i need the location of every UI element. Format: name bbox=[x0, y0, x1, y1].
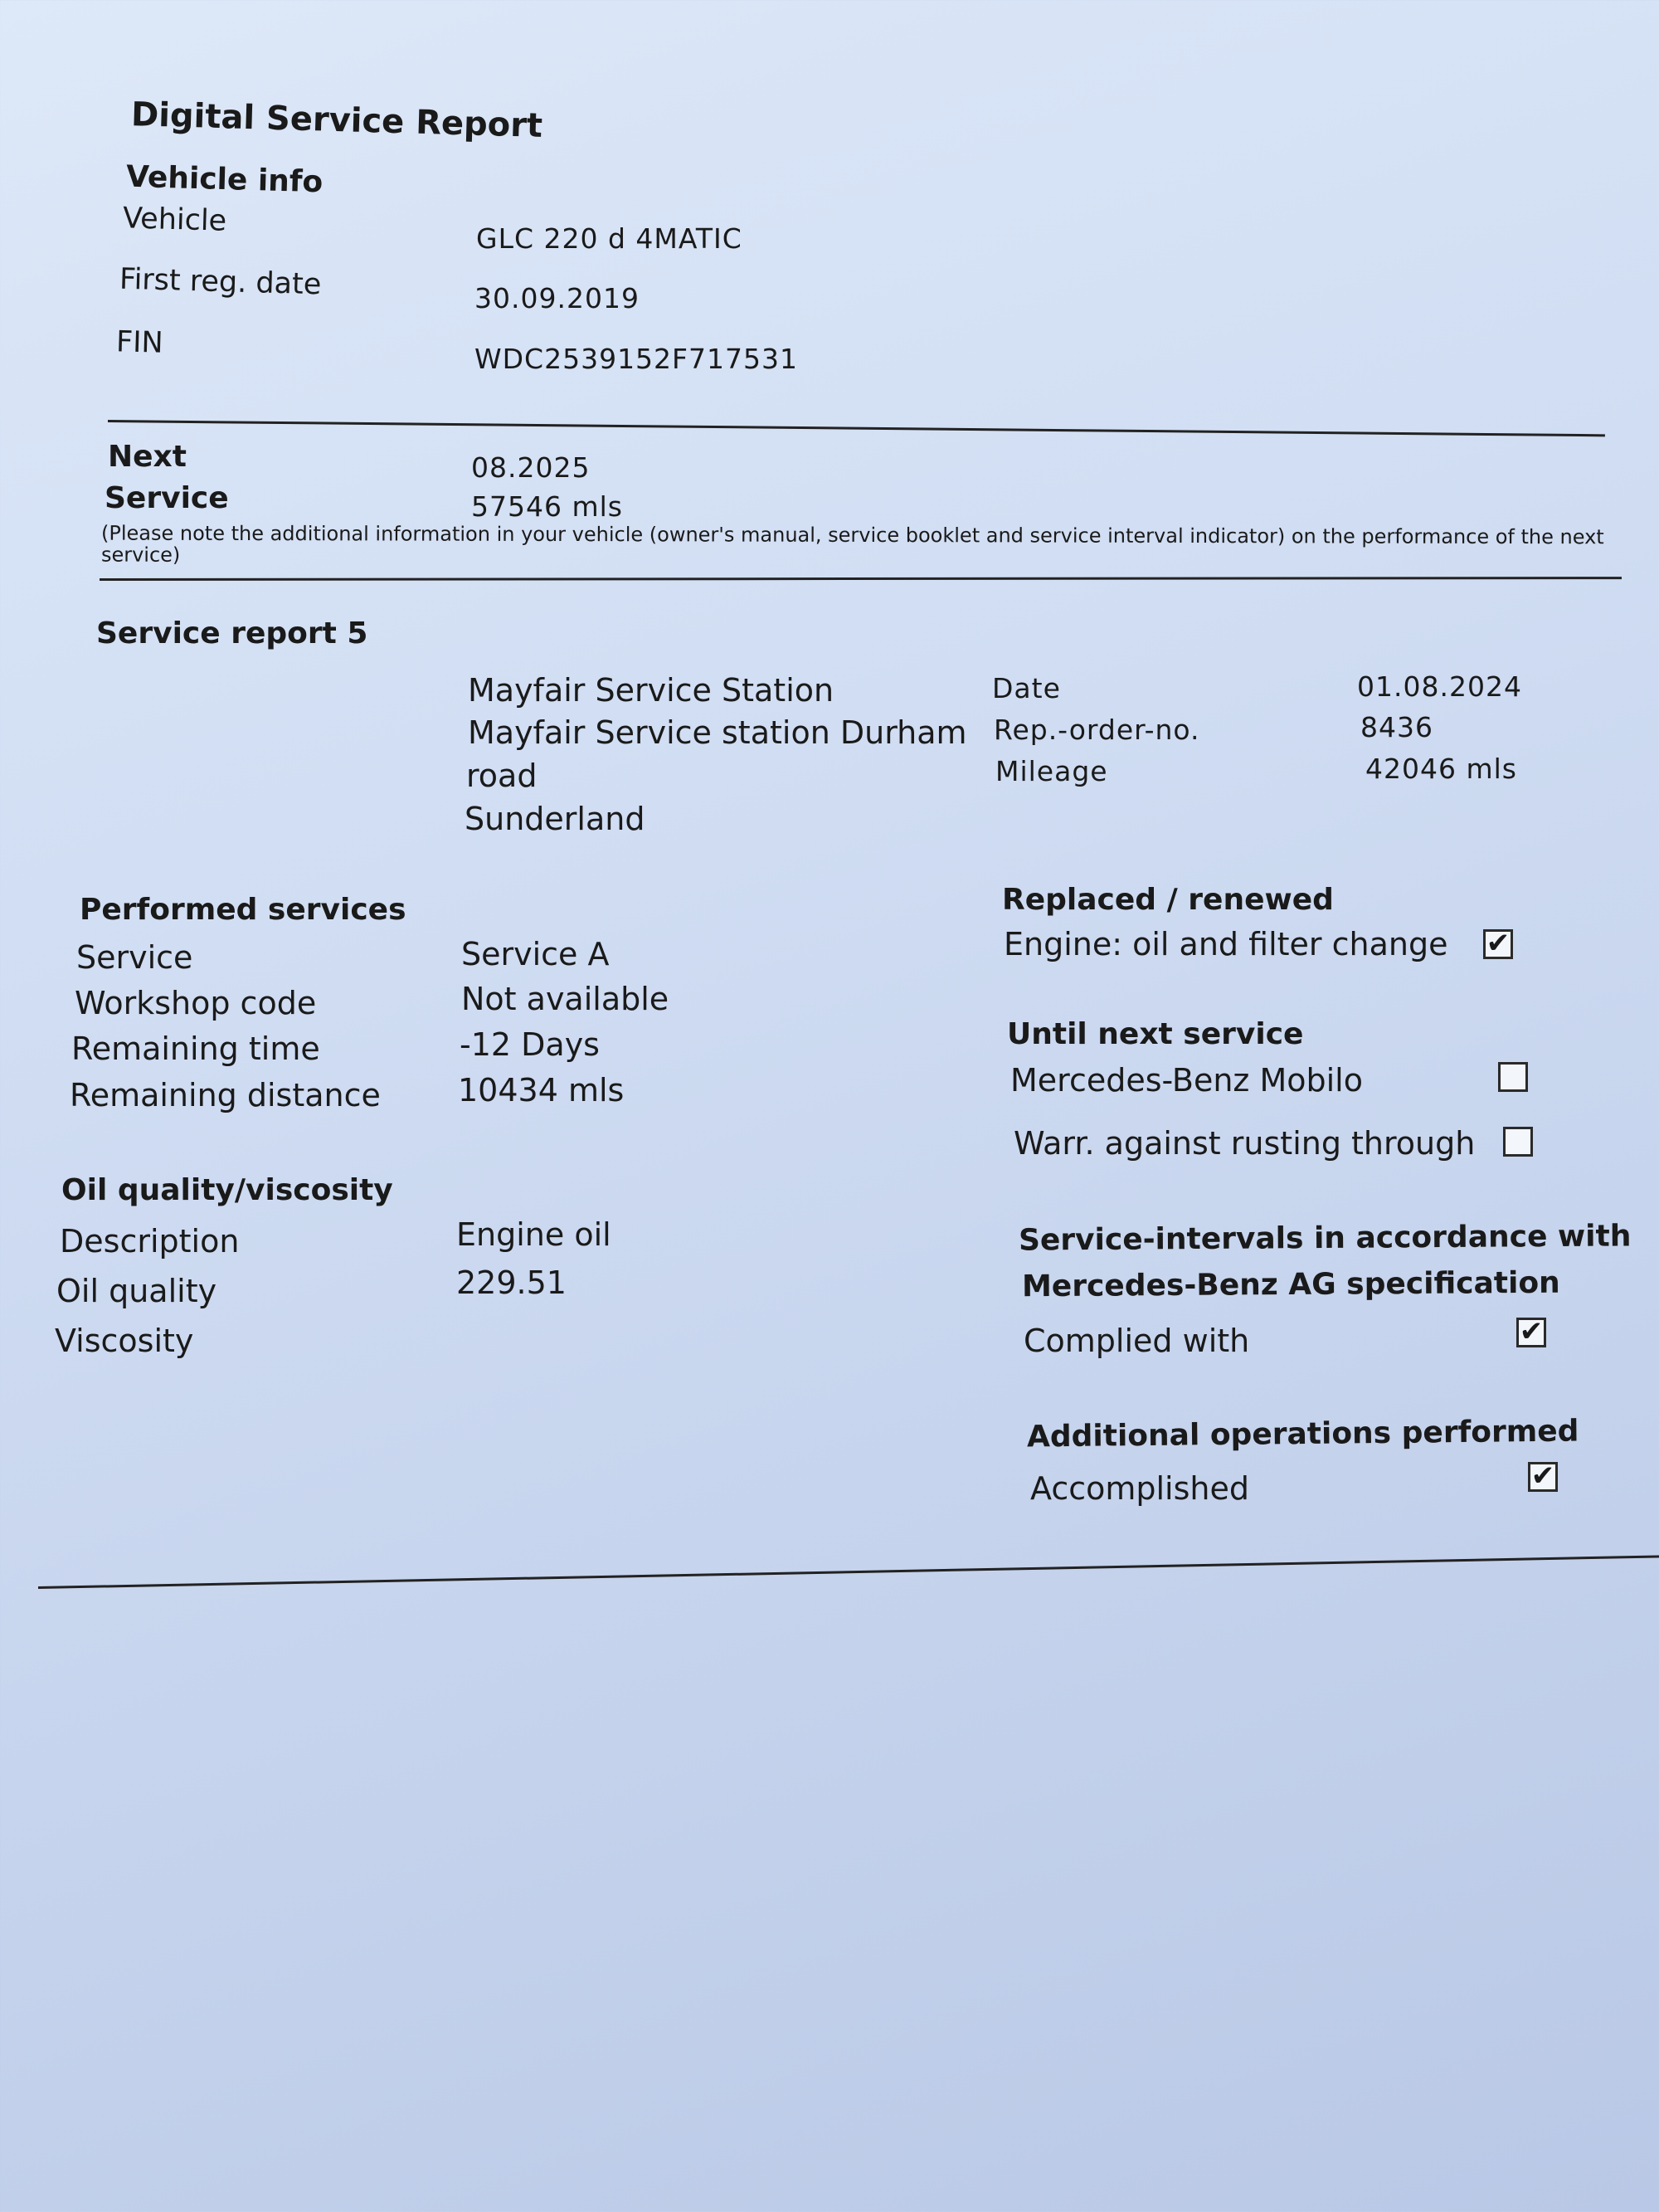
intervals-heading-line2: Mercedes-Benz AG specification bbox=[1021, 1265, 1560, 1304]
address-line-1: Mayfair Service Station bbox=[468, 672, 834, 709]
viscosity-label: Viscosity bbox=[55, 1323, 194, 1359]
intervals-heading-line1: Service-intervals in accordance with bbox=[1018, 1219, 1632, 1258]
date-label: Date bbox=[992, 672, 1061, 704]
accomplished-label: Accomplished bbox=[1030, 1470, 1249, 1507]
complied-with-checkbox[interactable]: ✔ bbox=[1516, 1318, 1546, 1347]
oil-description-label: Description bbox=[60, 1223, 240, 1259]
rust-warranty-label: Warr. against rusting through bbox=[1014, 1125, 1476, 1162]
rep-order-value: 8436 bbox=[1360, 711, 1433, 743]
next-service-note: (Please note the additional information in your vehicle (owner's manual, service booklet and service interval indicator) on the performance of the next service) bbox=[100, 521, 1604, 567]
accomplished-checkbox[interactable]: ✔ bbox=[1528, 1462, 1558, 1492]
oil-heading: Oil quality/viscosity bbox=[61, 1173, 393, 1207]
complied-with-label: Complied with bbox=[1024, 1323, 1250, 1359]
page-title: Digital Service Report bbox=[130, 95, 543, 145]
divider-middle bbox=[100, 577, 1622, 581]
vehicle-label: Vehicle bbox=[122, 202, 227, 238]
address-line-3: road bbox=[466, 758, 538, 794]
divider-bottom bbox=[38, 1555, 1659, 1589]
vehicle-value: GLC 220 d 4MATIC bbox=[476, 222, 742, 255]
mileage-label: Mileage bbox=[995, 755, 1108, 787]
service-label: Service bbox=[105, 481, 229, 515]
service-row-value: Service A bbox=[461, 936, 610, 972]
mileage-value: 42046 mls bbox=[1365, 753, 1517, 785]
until-next-heading: Until next service bbox=[1007, 1017, 1304, 1051]
next-service-mileage: 57546 mls bbox=[471, 490, 623, 523]
fin-label: FIN bbox=[115, 325, 164, 360]
address-line-4: Sunderland bbox=[465, 801, 645, 837]
performed-services-heading: Performed services bbox=[80, 893, 406, 927]
mobilo-checkbox[interactable] bbox=[1498, 1062, 1528, 1092]
replaced-heading: Replaced / renewed bbox=[1002, 883, 1334, 917]
rust-warranty-checkbox[interactable] bbox=[1503, 1127, 1533, 1157]
oil-quality-label: Oil quality bbox=[56, 1273, 217, 1309]
service-row-label: Service bbox=[76, 939, 193, 976]
remaining-distance-label: Remaining distance bbox=[70, 1077, 381, 1113]
remaining-time-label: Remaining time bbox=[71, 1030, 320, 1067]
service-report-heading: Service report 5 bbox=[96, 616, 368, 650]
oil-description-value: Engine oil bbox=[456, 1216, 611, 1253]
rep-order-label: Rep.-order-no. bbox=[994, 714, 1200, 746]
oil-quality-value: 229.51 bbox=[456, 1264, 567, 1301]
oil-filter-change-label: Engine: oil and filter change bbox=[1004, 926, 1448, 962]
next-service-date: 08.2025 bbox=[471, 451, 591, 484]
next-label: Next bbox=[108, 440, 187, 474]
workshop-code-label: Workshop code bbox=[75, 985, 317, 1021]
remaining-time-value: -12 Days bbox=[460, 1026, 600, 1063]
fin-value: WDC2539152F717531 bbox=[474, 343, 799, 375]
remaining-distance-value: 10434 mls bbox=[458, 1072, 625, 1108]
vehicle-info-heading: Vehicle info bbox=[125, 159, 324, 200]
first-reg-date-label: First reg. date bbox=[119, 262, 322, 302]
workshop-code-value: Not available bbox=[461, 981, 669, 1017]
mobilo-label: Mercedes-Benz Mobilo bbox=[1010, 1062, 1363, 1099]
date-value: 01.08.2024 bbox=[1357, 670, 1522, 703]
first-reg-date-value: 30.09.2019 bbox=[474, 282, 640, 314]
additional-heading: Additional operations performed bbox=[1026, 1414, 1579, 1454]
address-line-2: Mayfair Service station Durham bbox=[468, 714, 967, 751]
divider-top bbox=[108, 420, 1605, 436]
oil-filter-change-checkbox[interactable]: ✔ bbox=[1483, 929, 1513, 959]
